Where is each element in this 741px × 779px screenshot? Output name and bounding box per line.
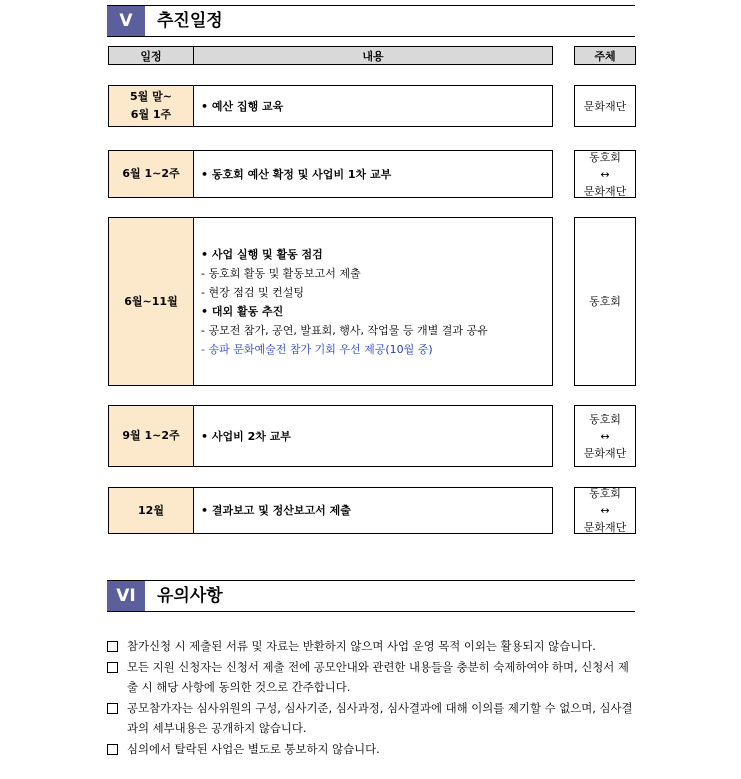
- row-date: [108, 487, 194, 534]
- date-text: 12월: [138, 503, 164, 517]
- content-subitem-highlight: - 송파 문화예술전 참가 기회 우선 제공(10월 중): [201, 342, 433, 356]
- notes-list: [107, 636, 637, 760]
- row-content: [193, 217, 553, 386]
- row-date: [108, 217, 194, 386]
- date-text: 6월~11월: [124, 294, 178, 308]
- header-owner: 주체: [574, 46, 636, 65]
- row-owner: [574, 85, 636, 127]
- owner-line: 문화재단: [583, 446, 627, 460]
- owner-text: 동호회: [589, 295, 621, 308]
- row-owner: [574, 150, 636, 198]
- content-subitem: - 공모전 참가, 공연, 발표회, 행사, 작업물 등 개별 결과 공유: [201, 323, 488, 337]
- checkbox-square-icon: [107, 641, 118, 652]
- note-text: 참가신청 시 제출된 서류 및 자료는 반환하지 않으며 사업 운영 목적 이외는 활용되지 않습니다.: [127, 639, 596, 653]
- date-text: 6월 1~2주: [122, 167, 180, 180]
- note-item: [107, 698, 637, 738]
- section-number: VI: [107, 581, 145, 611]
- note-item: [107, 739, 637, 759]
- date-text: 9월 1~2주: [122, 429, 180, 442]
- section-title: 추진일정: [157, 11, 223, 31]
- content-subitem: - 현장 점검 및 컨설팅: [201, 285, 304, 299]
- content-item: • 결과보고 및 정산보고서 제출: [201, 504, 351, 517]
- row-content: [193, 405, 553, 467]
- checkbox-square-icon: [107, 703, 118, 714]
- row-content: [193, 150, 553, 198]
- section-number: V: [107, 6, 145, 36]
- date-text: 5월 말~ 6월 1주: [130, 90, 172, 121]
- row-date: [108, 150, 194, 198]
- row-owner: [574, 405, 636, 467]
- header-date: 일정: [108, 46, 194, 65]
- content-item: • 동호회 예산 확정 및 사업비 1차 교부: [201, 167, 392, 181]
- content-item: • 사업비 2차 교부: [201, 429, 291, 443]
- section-header-schedule: [107, 5, 635, 37]
- content-item: • 사업 실행 및 활동 점검: [201, 247, 323, 261]
- note-text: 공모참가자는 심사위원의 구성, 심사기준, 심사과정, 심사결과에 대해 이의를 제기할 수 없으며, 심사결과의 세부내용은 공개하지 않습니다.: [127, 701, 633, 735]
- owner-text: 문화재단: [583, 99, 627, 113]
- content-subitem: - 동호회 활동 및 활동보고서 제출: [201, 266, 361, 280]
- exchange-arrow-icon: ↔: [600, 504, 610, 517]
- note-item: [107, 636, 637, 656]
- owner-line: 문화재단: [583, 521, 627, 534]
- owner-line: 문화재단: [583, 184, 627, 198]
- row-content: [193, 487, 553, 534]
- row-date: [108, 405, 194, 467]
- note-item: [107, 657, 637, 697]
- section-header-notes: [107, 580, 635, 612]
- exchange-arrow-icon: ↔: [600, 167, 610, 181]
- section-title: 유의사항: [157, 586, 223, 606]
- owner-line: 동호회: [589, 487, 621, 500]
- row-owner: [574, 217, 636, 386]
- content-item: • 예산 집행 교육: [201, 99, 284, 113]
- owner-line: 동호회: [589, 150, 621, 164]
- exchange-arrow-icon: ↔: [600, 429, 610, 443]
- note-text: 심의에서 탈락된 사업은 별도로 통보하지 않습니다.: [127, 742, 380, 756]
- content-item: • 대외 활동 추진: [201, 304, 284, 318]
- row-owner: [574, 487, 636, 534]
- row-content: [193, 85, 553, 127]
- note-text: 모든 지원 신청자는 신청서 제출 전에 공모안내와 관련한 내용들을 충분히 숙제하여야 하며, 신청서 제출 시 해당 사항에 동의한 것으로 간주합니다.: [127, 660, 629, 694]
- checkbox-square-icon: [107, 662, 118, 673]
- owner-line: 동호회: [589, 412, 621, 426]
- checkbox-square-icon: [107, 744, 118, 755]
- row-date: [108, 85, 194, 127]
- header-content: 내용: [193, 46, 553, 65]
